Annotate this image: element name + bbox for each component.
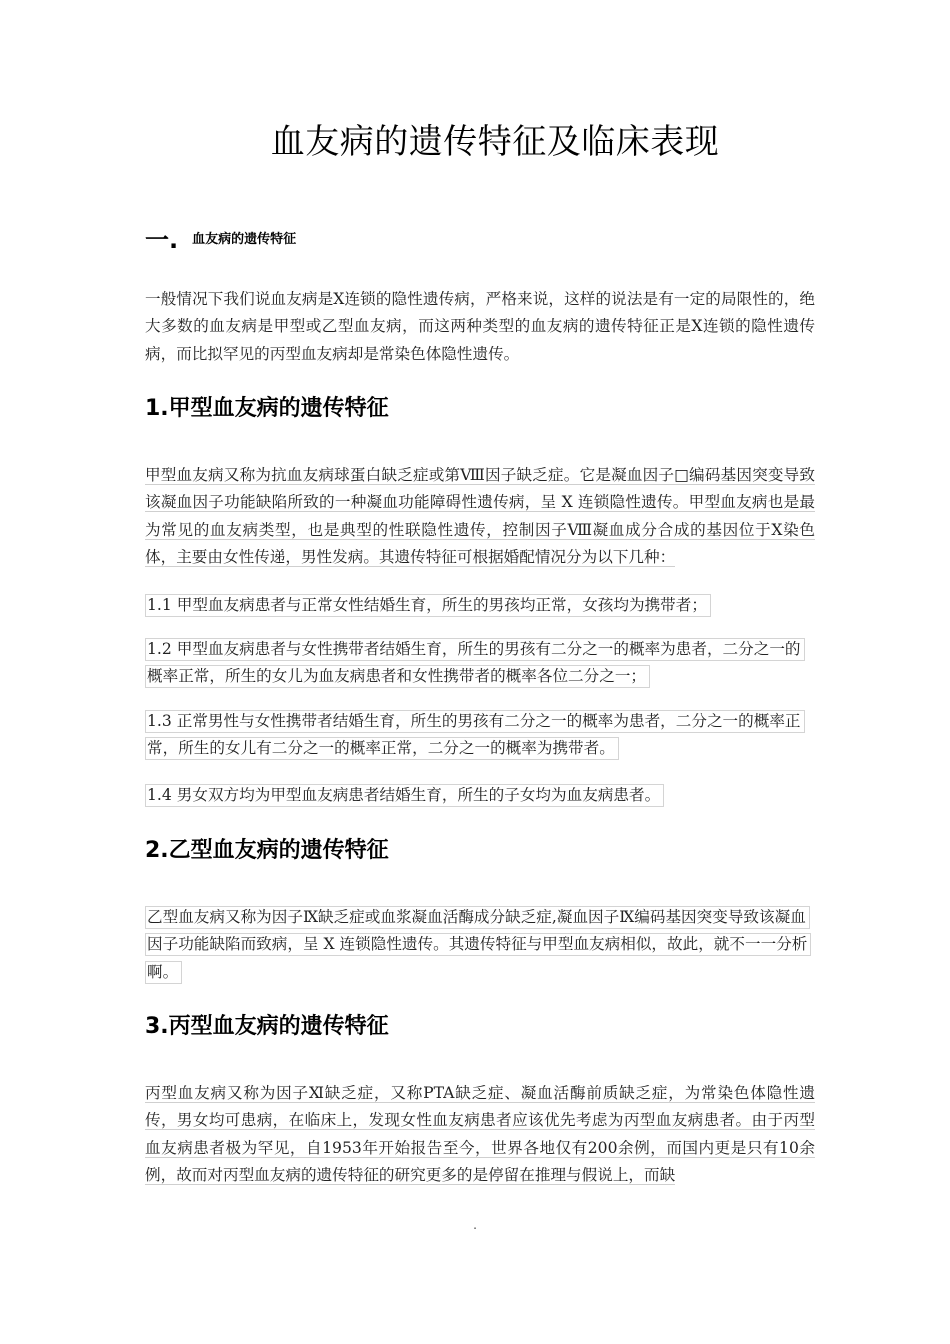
list-item [145, 782, 815, 809]
type-c-paragraph-text: 丙型血友病又称为因子Ⅺ缺乏症，又称PTA缺乏症、凝血活酶前质缺乏症，为常染色体隐性遗传，男女均可患病，在临床上，发现女性血友病患者应该优先考虑为丙型血友病患者。由于丙型血友病患者极为罕见，自1953年开始报告至今，世界各地仅有200余例，而国内更是只有10余例，故而对丙型血友病的遗传特征的研究更多的是停留在推理与假说上，而缺 [145, 1084, 815, 1185]
list-item [145, 636, 815, 691]
page-footer-mark: . [473, 1218, 477, 1232]
type-a-paragraph [145, 462, 815, 572]
type-c-paragraph [145, 1080, 815, 1190]
section-number: 一. [145, 226, 179, 254]
subheading-type-a: 1.甲型血友病的遗传特征 [145, 396, 389, 421]
section-heading [145, 220, 297, 254]
type-b-paragraph [145, 904, 815, 986]
type-a-paragraph-text: 甲型血友病又称为抗血友病球蛋白缺乏症或第Ⅷ因子缺乏症。它是凝血因子□编码基因突变导致该凝血因子功能缺陷所致的一种凝血功能障碍性遗传病，呈 X 连锁隐性遗传。甲型血友病也是最为常见的血友病类型，也是典型的性联隐性遗传，控制因子Ⅷ凝血成分合成的基因位于X染色体，主要由女性传递，男性发病。其遗传特征可根据婚配情况分为以下几种： [145, 466, 815, 567]
list-item [145, 708, 815, 763]
document-title: 血友病的遗传特征及临床表现 [270, 122, 720, 162]
list-item [145, 592, 815, 619]
list-item-text: 1.3 正常男性与女性携带者结婚生育，所生的男孩有二分之一的概率为患者，二分之一的概率正常，所生的女儿有二分之一的概率正常，二分之一的概率为携带者。 [145, 710, 805, 760]
type-b-paragraph-text: 乙型血友病又称为因子Ⅸ缺乏症或血浆凝血活酶成分缺乏症,凝血因子Ⅸ编码基因突变导致该凝血因子功能缺陷而致病，呈 X 连锁隐性遗传。其遗传特征与甲型血友病相似，故此，就不一一分析啊。 [145, 906, 811, 984]
list-item-text: 1.2 甲型血友病患者与女性携带者结婚生育，所生的男孩有二分之一的概率为患者，二分之一的概率正常，所生的女儿为血友病患者和女性携带者的概率各位二分之一； [145, 638, 805, 688]
subheading-type-c: 3.丙型血友病的遗传特征 [145, 1014, 389, 1039]
list-item-text: 1.1 甲型血友病患者与正常女性结婚生育，所生的男孩均正常，女孩均为携带者； [145, 594, 711, 617]
subheading-type-b: 2.乙型血友病的遗传特征 [145, 838, 389, 863]
section-label: 血友病的遗传特征 [192, 232, 297, 247]
list-item-text: 1.4 男女双方均为甲型血友病患者结婚生育，所生的子女均为血友病患者。 [145, 784, 664, 807]
intro-paragraph: 一般情况下我们说血友病是X连锁的隐性遗传病，严格来说，这样的说法是有一定的局限性的，绝大多数的血友病是甲型或乙型血友病，而这两种类型的血友病的遗传特征正是X连锁的隐性遗传病，而比拟罕见的丙型血友病却是常染色体隐性遗传。 [145, 290, 815, 363]
